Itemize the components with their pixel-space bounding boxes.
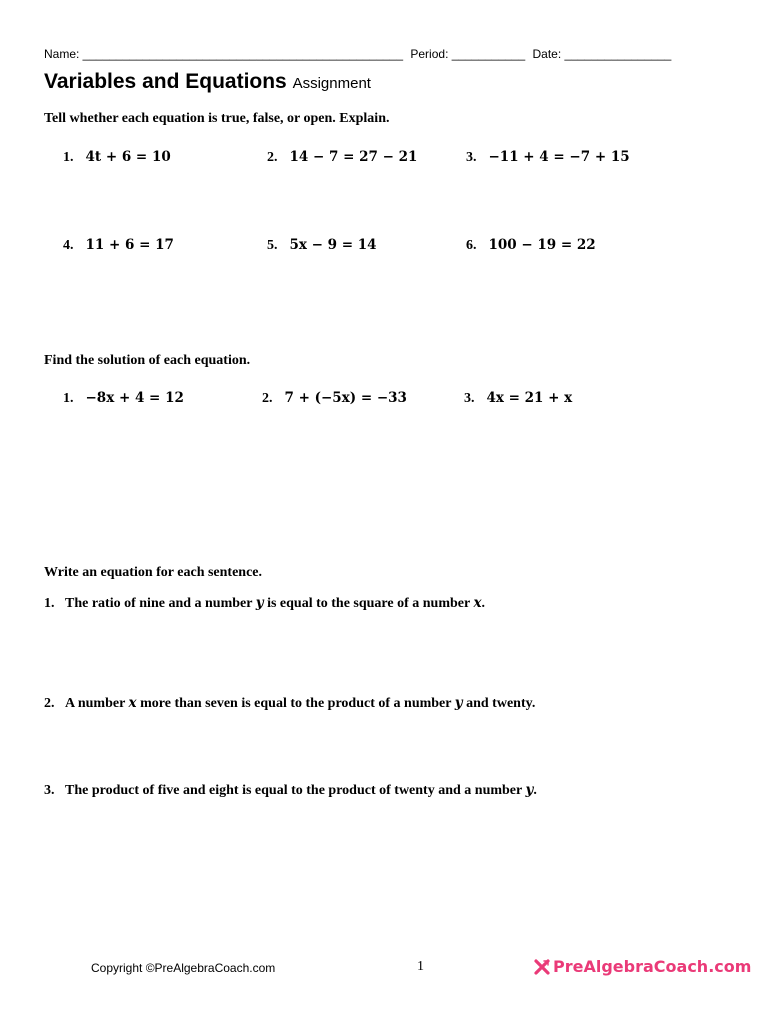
- problem-2-2: [262, 390, 407, 407]
- problem-1-5: [267, 237, 377, 254]
- sentence-variable: y: [525, 782, 534, 798]
- sentence-text-before: The product of five and eight is equal to the product of twenty and a number: [65, 783, 526, 798]
- page-number: 1: [417, 959, 424, 974]
- sentence-text-before: The ratio of nine and a number: [65, 596, 256, 611]
- problem-number: 6.: [466, 238, 477, 253]
- problem-2-1: [63, 390, 184, 407]
- problem-number: 3.: [464, 391, 475, 406]
- name-field-label: Name: ________________________________________________: [44, 47, 404, 61]
- problem-number: 1.: [63, 391, 74, 406]
- problem-equation: 14 − 7 = 27 − 21: [289, 149, 418, 165]
- sentence-variable: x: [473, 595, 482, 611]
- sentence-2: [44, 695, 535, 712]
- problem-1-6: [466, 237, 596, 254]
- problem-number: 1.: [63, 150, 74, 165]
- period-field-label: Period: ___________: [410, 47, 526, 61]
- sentence-variable: y: [255, 595, 264, 611]
- header-fields: [44, 47, 671, 61]
- title-main: Variables and Equations: [44, 70, 287, 93]
- problem-equation: 4x = 21 + x: [486, 390, 573, 406]
- brand-logo: [534, 957, 751, 976]
- sentence-text-mid: more than seven is equal to the product of a number: [136, 696, 455, 711]
- problem-equation: 11 + 6 = 17: [85, 237, 174, 253]
- problem-2-3: [464, 390, 572, 407]
- sentence-text-mid: is equal to the square of a number: [263, 596, 474, 611]
- problem-1-2: [267, 149, 417, 166]
- sentence-3: [44, 782, 537, 799]
- problem-equation: −11 + 4 = −7 + 15: [488, 149, 630, 165]
- sentence-number: 2.: [44, 696, 55, 711]
- problem-equation: 7 + (−5x) = −33: [284, 390, 407, 406]
- problem-number: 2.: [262, 391, 273, 406]
- problem-1-4: [63, 237, 174, 254]
- problem-1-3: [466, 149, 630, 166]
- section3-instruction: Write an equation for each sentence.: [44, 565, 263, 580]
- sentence-number: 1.: [44, 596, 55, 611]
- sentence-variable: x: [128, 695, 137, 711]
- copyright-text: Copyright ©PreAlgebraCoach.com: [91, 961, 276, 975]
- problem-1-1: [63, 149, 171, 166]
- problem-equation: 4t + 6 = 10: [85, 149, 171, 165]
- problem-number: 3.: [466, 150, 477, 165]
- page-title: [44, 70, 371, 94]
- sentence-text-after: .: [533, 783, 537, 798]
- sentence-text-before: A number: [65, 696, 129, 711]
- section2-instruction: Find the solution of each equation.: [44, 353, 251, 368]
- x-icon: [534, 959, 550, 975]
- sentence-variable: y: [454, 695, 463, 711]
- problem-equation: 5x − 9 = 14: [289, 237, 377, 253]
- sentence-1: [44, 595, 485, 612]
- sentence-text-after: .: [481, 596, 486, 611]
- date-field-label: Date: ________________: [532, 47, 672, 61]
- logo-text: PreAlgebraCoach.com: [553, 957, 752, 976]
- sentence-number: 3.: [44, 783, 55, 798]
- problem-number: 5.: [267, 238, 278, 253]
- sentence-text-after: and twenty.: [462, 696, 536, 711]
- problem-number: 2.: [267, 150, 278, 165]
- problem-equation: 100 − 19 = 22: [488, 237, 596, 253]
- title-sub: Assignment: [292, 75, 371, 92]
- section1-instruction: Tell whether each equation is true, false, or open. Explain.: [44, 111, 390, 126]
- problem-equation: −8x + 4 = 12: [85, 390, 184, 406]
- problem-number: 4.: [63, 238, 74, 253]
